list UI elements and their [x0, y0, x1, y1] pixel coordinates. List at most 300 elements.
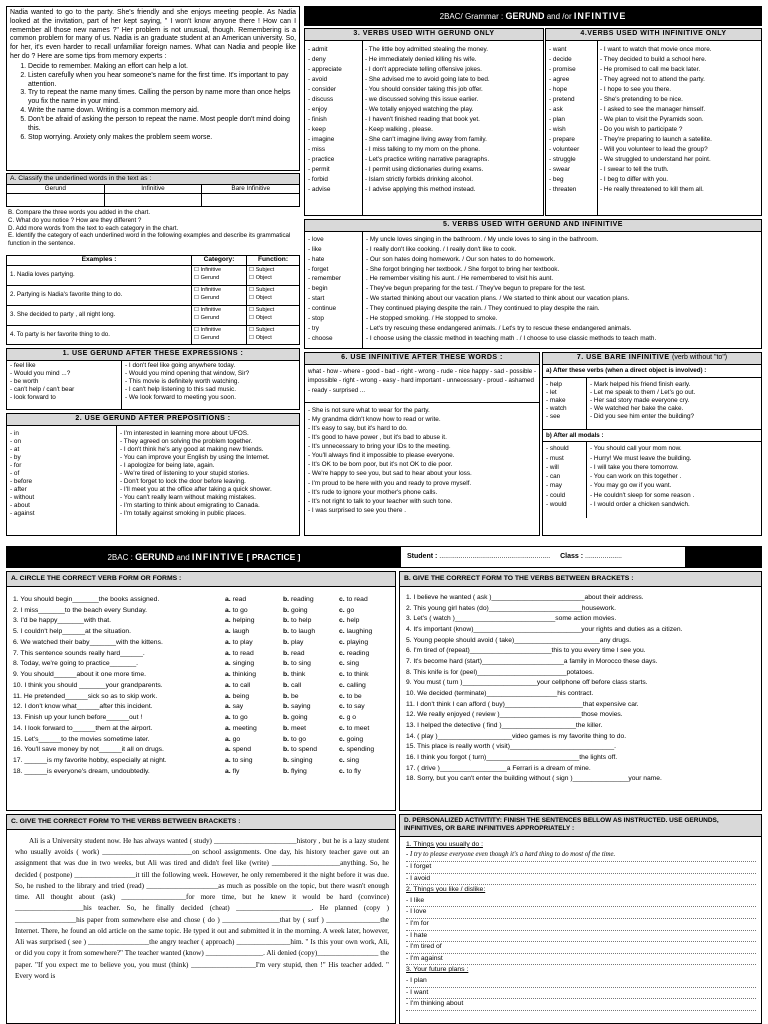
- option-text: think: [290, 671, 306, 679]
- category-option-label: Gerund: [200, 314, 220, 321]
- category-option-label: Infinitive: [200, 267, 222, 273]
- exercise-a-option-b[interactable]: b. going: [283, 606, 308, 614]
- gerund-verb-example: - He immediately denied killing his wife.: [365, 55, 477, 63]
- category-checkbox[interactable]: ☐ Gerund: [194, 334, 220, 341]
- exercise-a-option-a[interactable]: a. laugh: [225, 628, 250, 636]
- exercise-a-question: 6. We watched their baby_______with the kittens.: [13, 638, 163, 646]
- option-text: call: [290, 681, 302, 689]
- section-5-verbs: [305, 232, 363, 349]
- class-label: Class :: [560, 553, 584, 560]
- infinitive-word-example: - She is not sure what to wear for the party.: [308, 406, 430, 414]
- exercise-a-option-a[interactable]: a. spend: [225, 746, 252, 754]
- exercise-a-option-b[interactable]: b. singing: [283, 757, 313, 765]
- function-checkbox[interactable]: ☐ Subject: [249, 327, 275, 333]
- practice-header-end: [685, 547, 761, 567]
- gerund-verb-item: - discuss: [308, 95, 334, 103]
- personal-sentence[interactable]: - I want: [406, 988, 756, 1000]
- infinitive-verb-example: - I beg to differ with you.: [600, 175, 669, 183]
- gerund-verb-example: - Islam strictly forbids drinking alcohol.: [365, 175, 473, 183]
- both-verb-item: - love: [308, 235, 324, 243]
- personal-sentence[interactable]: - I try to please everyone even though it's a hard thing to do most of the time.: [406, 850, 756, 862]
- gerund-verb-example: - I miss talking to my mom on the phone.: [365, 145, 481, 153]
- option-text: meeting: [232, 724, 257, 732]
- expression-item: - Would you mind ...?: [10, 369, 71, 377]
- function-checkbox[interactable]: ☐ Subject: [249, 307, 275, 313]
- both-verb-example: - Our son hates doing homework. / Our son hates to do homework.: [366, 255, 555, 263]
- preposition-example: - They agreed on solving the problem together.: [120, 437, 253, 445]
- infinitive-word-example: - My grandma didn't know how to read or write.: [308, 415, 441, 423]
- section-7-title: [543, 353, 761, 365]
- modal-item: - must: [546, 454, 564, 462]
- exercise-a-option-a[interactable]: a. to go: [225, 606, 248, 614]
- infinitive-verb-example: - He really threatened to kill them all.: [600, 185, 704, 193]
- exercise-b-item[interactable]: 7. It's become hard (start)______________________a family in Morocco these days.: [406, 657, 658, 665]
- exercise-a-option-c[interactable]: c. going: [339, 735, 364, 743]
- option-text: sing: [346, 757, 360, 765]
- exercise-a-option-a[interactable]: a. fly: [225, 767, 240, 775]
- option-text: going: [290, 606, 308, 614]
- exercise-b-item[interactable]: 14. ( play )____________________video games is my favorite thing to do.: [406, 732, 627, 740]
- exercise-b-item[interactable]: 10. We decided (terminate)___________________his contract.: [406, 689, 594, 697]
- exercise-a-option-c[interactable]: c. to meet: [339, 724, 370, 732]
- exercise-a-option-a[interactable]: a. being: [225, 692, 250, 700]
- function-checkbox[interactable]: ☐ Subject: [249, 287, 275, 293]
- gerund-cell[interactable]: [7, 194, 105, 207]
- function-checkbox[interactable]: ☐ Subject: [249, 267, 275, 273]
- preposition-example: - I'm interested in learning more about UFOS.: [120, 429, 249, 437]
- infinitive-word-example: - We're happy to see you, but sad to hear about your loss.: [308, 470, 472, 478]
- option-text: to go: [290, 735, 307, 743]
- both-verb-item: - start: [308, 295, 325, 303]
- section-4-examples: [598, 41, 761, 216]
- tip-item: 1. Decide to remember. Making an effort can help a lot.: [28, 63, 296, 72]
- expression-item: - feel like: [10, 361, 36, 369]
- classify-title: A. Classify the underlined words in the text as :: [7, 174, 299, 185]
- exercise-b-item[interactable]: 13. I helped the detective ( find )____________________the killer.: [406, 721, 603, 729]
- exercise-a-option-c[interactable]: c. calling: [339, 681, 366, 689]
- section-5-examples: [363, 232, 761, 349]
- exercise-b-item[interactable]: 8. This knife is for (peel)________________________potatoes.: [406, 668, 595, 676]
- gerund-verb-item: - admit: [308, 45, 328, 53]
- infinitive-verb-example: - They decided to build a school here.: [600, 55, 707, 63]
- option-text: going: [346, 735, 364, 743]
- option-text: singing: [232, 660, 255, 668]
- category-checkbox[interactable]: ☐ Infinitive: [194, 307, 222, 313]
- exercise-b-item[interactable]: 2. This young girl hates (do)_________________________housework.: [406, 604, 616, 612]
- intro-panel: [6, 6, 300, 171]
- personal-group-title: 3. Your future plans :: [406, 966, 469, 974]
- exercise-a-option-b[interactable]: b. going: [283, 714, 308, 722]
- option-text: going: [290, 714, 308, 722]
- preposition-example: - I'll meet you at the office after taking a quick shower.: [120, 485, 272, 493]
- option-text: laughing: [346, 628, 373, 636]
- tip-item: 3. Try to repeat the name many times. Calling the person by name more than once helps you fix the name in your mind.: [28, 89, 296, 107]
- infinitive-cell[interactable]: [105, 194, 203, 207]
- bare-verb-item: - make: [546, 396, 566, 404]
- preposition-item: - about: [10, 501, 30, 509]
- personal-sentence[interactable]: - I'm tired of: [406, 942, 756, 954]
- infinitive-word-example: - It's rude to ignore your mother's phone calls.: [308, 488, 438, 496]
- example-sentence: 2. Partying is Nadia's favorite thing to do.: [7, 286, 192, 305]
- infinitive-word-example: - I'm proud to be here with you and ready to prove myself.: [308, 479, 472, 487]
- instructions: [8, 209, 300, 248]
- bare-b-modals: [543, 442, 587, 518]
- option-text: read: [290, 649, 305, 657]
- gerund-verb-example: - I permit using dictionaries during exams.: [365, 165, 484, 173]
- exercise-a-option-c[interactable]: c. playing: [339, 638, 369, 646]
- section-1-examples: [122, 361, 299, 410]
- exercise-a-row: [13, 659, 391, 670]
- both-verb-item: - remember: [308, 275, 342, 283]
- exercise-a-option-a[interactable]: a. to read: [225, 649, 254, 657]
- modal-item: - should: [546, 445, 569, 453]
- section-c-text: Ali is a University student now. He has always wanted ( study) _______________________history , but he is a lazy student who usually avoids ( work) _________________________on school assignments. One day, his history teacher gave out an assignment that was due in two weeks, but Ali was tired and didn't feel like (write) ___________________anything. So, he decided ( postpone) _________________it till the following week. However, he only remembered it the night before it was due. So, he rushed to the library and tried (read) ____________________as much as possible on the topic, but there wasn't enough time. All thought about (ask) __________________for more time, but he knew it would be hard (convince) ___________________his teacher. So, he finally decided (cheat) _____________________. He planned (copy ) _________________his paper from somewhere else and chose ( do ) ________________that by ( surf ) _______________the Internet. There, he found an old article on the same topic. He typed it out and submitted it in the morning. A week later, however, Ali was surprised ( see ) _________________the angry teacher ( approach) _______________him. " Is this your own work, Ali, or did you copy it from somewhere?" The teacher wanted (know) ________________. Ali denied (copy)_________________ the paper. "If you expect me to believe you, you must (think) __________________I'm very stupid, then !" His teacher added. " Every word is: [15, 837, 389, 980]
- both-verb-item: - forget: [308, 265, 329, 273]
- infinitive-word-example: - It's easy to say, but it's hard to do.: [308, 424, 408, 432]
- personal-sentence[interactable]: - I love: [406, 907, 756, 919]
- infinitive-verb-item: - beg: [549, 175, 564, 183]
- option-text: to sing: [232, 757, 253, 765]
- exercise-b-item[interactable]: 17. ( drive )__________________a Ferrari is a dream of mine.: [406, 764, 591, 772]
- modal-example: - Hurry! We must leave the building.: [590, 454, 692, 462]
- exercise-a-option-b[interactable]: b. play: [283, 638, 304, 646]
- gerund-verb-example: - I advise applying this method instead.: [365, 185, 476, 193]
- exercise-b-item[interactable]: 5. Young people should avoid ( take)_______________________any drugs.: [406, 636, 631, 644]
- section-1-title: 1. USE GERUND AFTER THESE EXPRESSIONS :: [7, 349, 299, 361]
- gerund-verb-example: - Let's practice writing narrative paragraphs.: [365, 155, 490, 163]
- function-checkbox[interactable]: ☐ Object: [249, 334, 272, 341]
- exercise-a-option-a[interactable]: a. thinking: [225, 671, 256, 679]
- bare-verb-example: - Let me speak to them / Let's go out.: [590, 388, 696, 396]
- practice-infinitive: INFINTIVE: [191, 552, 245, 562]
- exercise-b-item[interactable]: 15. This place is really worth ( visit)____________________________.: [406, 743, 616, 751]
- category-checkbox[interactable]: ☐ Gerund: [194, 314, 220, 321]
- gerund-verb-example: - We totally enjoyed watching the play.: [365, 105, 474, 113]
- exercise-b-item[interactable]: 3. Let's ( watch )___________________________some action movies.: [406, 615, 617, 623]
- exercise-a-row: [13, 681, 391, 692]
- both-verb-item: - like: [308, 245, 322, 253]
- section-6-title: 6. USE INFINITIVE AFTER THESE WORDS :: [305, 353, 539, 365]
- exercise-a-option-c[interactable]: c. to think: [339, 671, 369, 679]
- exercise-b-item[interactable]: 12. We really enjoyed ( review )______________________those movies.: [406, 711, 623, 719]
- gerund-verb-example: - She advised me to avoid going late to bed.: [365, 75, 490, 83]
- exercise-a-question: 10. I think you should _______your grandparents.: [13, 681, 163, 689]
- gerund-verb-item: - keep: [308, 125, 326, 133]
- personal-sentence[interactable]: - I hate: [406, 931, 756, 943]
- infinitive-verb-item: - pretend: [549, 95, 575, 103]
- both-verb-item: - stop: [308, 315, 324, 323]
- bare-verb-example: - Her sad story made everyone cry.: [590, 396, 690, 404]
- exercise-a-question: 12. I don't know what______after this incident.: [13, 703, 153, 711]
- option-text: to sing: [290, 660, 311, 668]
- option-text: to help: [290, 617, 312, 625]
- col-gerund: Gerund: [7, 185, 105, 193]
- gerund-verb-example: - The little boy admitted stealing the money.: [365, 45, 489, 53]
- exercise-a-option-b[interactable]: b. be: [283, 692, 299, 700]
- exercise-a-option-b[interactable]: b. saying: [283, 703, 311, 711]
- gerund-verb-item: - practice: [308, 155, 335, 163]
- preposition-example: - You can improve your English by using the Internet.: [120, 453, 270, 461]
- expression-example: - We look forward to meeting you soon.: [125, 393, 237, 401]
- example-row: [7, 286, 299, 306]
- function-checkbox[interactable]: ☐ Object: [249, 274, 272, 281]
- option-text: be: [290, 692, 299, 700]
- category-option-label: Gerund: [200, 294, 220, 301]
- section-5: [304, 219, 762, 349]
- option-text: singing: [290, 757, 313, 765]
- instr-e: E. Identify the category of each underlined word in the following examples and describe its grammatical function in the sentence.: [8, 232, 291, 247]
- option-text: to spend: [290, 746, 318, 754]
- exercise-a-option-a[interactable]: a. to go: [225, 714, 248, 722]
- exercise-a-option-b[interactable]: b. to spend: [283, 746, 318, 754]
- preposition-item: - without: [10, 493, 35, 501]
- modal-example: - I will take you there tomorrow.: [590, 463, 679, 471]
- infinitive-verb-example: - I hope to see you there.: [600, 85, 672, 93]
- both-verb-item: - try: [308, 325, 320, 333]
- exercise-a-option-b[interactable]: b. think: [283, 671, 306, 679]
- function-option-label: Object: [255, 314, 272, 321]
- exercise-a-question: 7. This sentence sounds really hard______.: [13, 649, 145, 657]
- category-head: Category:: [192, 256, 247, 265]
- preposition-example: - I'm starting to think about emigrating to Canada.: [120, 501, 260, 509]
- example-sentence: 4. To party is her favorite thing to do.: [7, 326, 192, 345]
- exercise-a-option-a[interactable]: a. helping: [225, 617, 255, 625]
- modal-example: - You should call your mom now.: [590, 445, 682, 453]
- infinitive-verb-example: - Do you wish to participate ?: [600, 125, 683, 133]
- exercise-a-option-b[interactable]: b. flying: [283, 767, 307, 775]
- option-text: to go: [232, 714, 248, 722]
- exercise-a-row: [13, 649, 391, 660]
- both-verb-example: - She forgot bringing her textbook. / She forgot to bring her textbook.: [366, 265, 560, 273]
- category-checkbox[interactable]: ☐ Gerund: [194, 294, 220, 301]
- gerund-verb-item: - deny: [308, 55, 326, 63]
- exercise-a-option-a[interactable]: a. singing: [225, 660, 255, 668]
- exercise-b-item[interactable]: 16. I think you forgot ( turn)_________________________the lights off.: [406, 753, 618, 761]
- modal-item: - can: [546, 473, 561, 481]
- option-text: go: [232, 735, 241, 743]
- gerund-verb-item: - avoid: [308, 75, 328, 83]
- tip-item: 5. Don't be afraid of asking the person to repeat the name. Most people don't mind doing this.: [28, 116, 296, 134]
- exercise-a-option-c[interactable]: c. to read: [339, 596, 368, 603]
- option-text: say: [232, 703, 244, 711]
- option-text: flying: [290, 767, 307, 775]
- bare-verb-example: - Mark helped his friend finish early.: [590, 380, 691, 388]
- example-row: [7, 266, 299, 286]
- exercise-b-item[interactable]: 9. You must ( turn )____________________your cellphone off before class starts.: [406, 679, 648, 687]
- option-text: to go: [232, 606, 248, 614]
- exercise-b-item[interactable]: 11. I don't think I can afford ( buy)_____________________that expensive car.: [406, 700, 639, 708]
- tip-item: 4. Write the name down. Writing is a common memory aid.: [28, 107, 296, 116]
- option-text: being: [232, 692, 250, 700]
- exercise-a-option-c[interactable]: c. sing: [339, 757, 360, 765]
- category-options: [192, 306, 247, 325]
- gerund-verb-item: - forbid: [308, 175, 328, 183]
- category-option-label: Gerund: [200, 334, 220, 341]
- section-4-verbs: [546, 41, 598, 216]
- intro-text: Nadia wanted to go to the party. She's friendly and she enjoys meeting people. As Nadia looked at the invitation, part of her kept saying, " I won't know anyone there ! How can I remember all those new names ?" Her problem is not unusual, though. Remembering is a common problem for many of us. Nadia is an graduate student at an American university. So, for her, it's even harder to recall unfamiliar foreign names. What can Nadia and people like her do ? Here are some tips from memory experts :: [10, 9, 296, 61]
- preposition-example: - I don't think he's any good at making new friends.: [120, 445, 264, 453]
- category-options: [192, 326, 247, 345]
- exercise-a-option-b[interactable]: b. to sing: [283, 660, 311, 668]
- option-text: calling: [346, 681, 366, 689]
- both-verb-item: - choose: [308, 334, 333, 342]
- exercise-a-question: 5. I couldn't help______at the situation.: [13, 628, 132, 636]
- category-checkbox[interactable]: ☐ Infinitive: [194, 327, 222, 333]
- preposition-item: - by: [10, 453, 21, 461]
- category-options: [192, 286, 247, 305]
- gerund-verb-example: - I haven't finished reading that book yet.: [365, 115, 480, 123]
- exercise-b-item[interactable]: 1. I believe he wanted ( ask )_________________________about their address.: [406, 594, 644, 601]
- category-options: [192, 266, 247, 285]
- modal-item: - will: [546, 463, 559, 471]
- example-row: [7, 306, 299, 326]
- infinitive-verb-item: - hope: [549, 85, 568, 93]
- section-1: [6, 348, 300, 410]
- exercise-a-option-a[interactable]: a. read: [225, 596, 247, 603]
- gerund-verb-item: - permit: [308, 165, 330, 173]
- exercise-a-row: [13, 692, 391, 703]
- bare-verb-example: - Did you see him enter the building?: [590, 412, 695, 420]
- exercise-a-option-c[interactable]: c. reading: [339, 649, 370, 657]
- exercise-a-option-a[interactable]: a. go: [225, 735, 241, 743]
- exercise-a-option-c[interactable]: c. g o: [339, 714, 357, 722]
- exercise-a-option-b[interactable]: b. meet: [283, 724, 307, 732]
- personal-sentence[interactable]: - I forget: [406, 862, 756, 874]
- exercise-a-option-a[interactable]: a. to sing: [225, 757, 253, 765]
- exercise-b-item[interactable]: 6. I'm tired of (repeat)______________________this to you every time I see you.: [406, 647, 646, 655]
- student-field[interactable]: Student : ......................................................... Class : ...................: [407, 553, 622, 560]
- gerund-verb-item: - miss: [308, 145, 326, 153]
- category-checkbox[interactable]: ☐ Infinitive: [194, 267, 222, 273]
- option-text: to laugh: [290, 628, 316, 636]
- instr-c: C. What do you notice ? How are they different ?: [8, 216, 142, 224]
- section-b: [399, 571, 762, 811]
- modal-example: - I would order a chicken sandwich.: [590, 500, 690, 508]
- col-infinitive: Infinitive: [105, 185, 203, 193]
- exercise-a-option-c[interactable]: c. to fly: [339, 767, 361, 775]
- classify-table: [6, 173, 300, 207]
- exercise-a-question: 1. You should begin_______the books assigned.: [13, 596, 160, 603]
- exercise-a-option-c[interactable]: c. to be: [339, 692, 362, 700]
- exercise-a-option-b[interactable]: b. read: [283, 649, 305, 657]
- infinitive-verb-example: - I want to watch that movie once more.: [600, 45, 712, 53]
- gerund-verb-item: - imagine: [308, 135, 335, 143]
- exercise-a-option-b[interactable]: b. to laugh: [283, 628, 316, 636]
- infinitive-verb-item: - decide: [549, 55, 572, 63]
- exercise-a-option-a[interactable]: a. to play: [225, 638, 253, 646]
- infinitive-verb-item: - wish: [549, 125, 566, 133]
- both-verb-example: - They continued playing despite the rain. / They continued to play despite the rain.: [366, 305, 600, 313]
- preposition-item: - at: [10, 445, 20, 453]
- modal-example: - You may go ow if you want.: [590, 482, 672, 490]
- section-2-prepositions: [7, 426, 117, 536]
- header-label: 2BAC/ Grammar :: [439, 12, 504, 21]
- function-checkbox[interactable]: ☐ Object: [249, 294, 272, 301]
- exercise-a-option-a[interactable]: a. meeting: [225, 724, 257, 732]
- option-text: g o: [346, 714, 357, 722]
- function-option-label: Subject: [255, 287, 275, 293]
- bare-verb-item: - help: [546, 380, 562, 388]
- bare-verb-item: - let: [546, 388, 557, 396]
- option-text: to read: [232, 649, 254, 657]
- practice-tag: [ PRACTICE ]: [246, 552, 301, 562]
- exercise-a-option-c[interactable]: c. spending: [339, 746, 375, 754]
- gerund-verb-item: - advise: [308, 185, 331, 193]
- personal-sentence[interactable]: - I like: [406, 896, 756, 908]
- personal-group-title: 1. Things you usually do :: [406, 840, 483, 848]
- both-verb-example: - I choose using the classic method in teaching math . / I choose to use classic methods to teach math.: [366, 334, 657, 342]
- category-checkbox[interactable]: ☐ Infinitive: [194, 287, 222, 293]
- exercise-a-row: [13, 670, 391, 681]
- exercise-a-row: [13, 627, 391, 638]
- exercise-a-option-c[interactable]: c. sing: [339, 660, 360, 668]
- section-d-items: [400, 837, 761, 1011]
- bare-verb-item: - watch: [546, 404, 567, 412]
- expression-item: - can't help / can't bear: [10, 385, 75, 393]
- function-options: [247, 326, 299, 345]
- exercise-b-item[interactable]: 4. It's important (know)_____________________________your rights and duties as a citizen.: [406, 625, 683, 633]
- exercise-a-row: [13, 767, 391, 778]
- infinitive-word-example: - It's not right to talk to your teacher with such tone.: [308, 497, 453, 505]
- personal-sentence[interactable]: - I'm against: [406, 954, 756, 966]
- section-2-examples: [117, 426, 299, 536]
- infinitive-verb-item: - volunteer: [549, 145, 580, 153]
- grammar-header: [304, 6, 762, 26]
- personal-sentence[interactable]: - I'm thinking about: [406, 999, 756, 1011]
- practice-label: 2BAC :: [107, 553, 133, 562]
- infinitive-word-example: - It's unnecessary to bring your IDs to the meeting.: [308, 443, 451, 451]
- option-text: saying: [290, 703, 311, 711]
- exercise-a-option-c[interactable]: c. to say: [339, 703, 365, 711]
- personal-sentence[interactable]: - I'm for: [406, 919, 756, 931]
- exercise-a-option-b[interactable]: b. to help: [283, 617, 312, 625]
- bare-infinitive-cell[interactable]: [202, 194, 299, 207]
- function-options: [247, 286, 299, 305]
- exercise-a-option-c[interactable]: c. go: [339, 606, 355, 614]
- function-option-label: Object: [255, 334, 272, 341]
- personal-sentence[interactable]: - I avoid: [406, 874, 756, 886]
- bare-a-verbs: [543, 378, 587, 429]
- header-gerund: GERUND: [505, 11, 545, 21]
- personal-sentence[interactable]: - I plan: [406, 976, 756, 988]
- category-checkbox[interactable]: ☐ Gerund: [194, 274, 220, 281]
- section-6-examples: [305, 403, 539, 518]
- expression-example: - Would you mind opening that window, Sir?: [125, 369, 250, 377]
- exercise-a-option-b[interactable]: b. to go: [283, 735, 307, 743]
- exercise-a-option-c[interactable]: c. laughing: [339, 628, 373, 636]
- exercise-b-item[interactable]: 18. Sorry, but you can't enter the building without ( sign )_______________your name.: [406, 775, 662, 783]
- exercise-a-option-b[interactable]: b. call: [283, 681, 302, 689]
- exercise-a-option-c[interactable]: c. help: [339, 617, 360, 625]
- both-verb-example: - We started thinking about our vacation plans. / We started to think about our vacation plans.: [366, 295, 630, 303]
- function-checkbox[interactable]: ☐ Object: [249, 314, 272, 321]
- bare-verb-item: - see: [546, 412, 561, 420]
- exercise-a-option-a[interactable]: a. say: [225, 703, 244, 711]
- preposition-example: - We're tired of listening to your stupid stories.: [120, 469, 250, 477]
- exercise-a-option-b[interactable]: b. reading: [283, 596, 314, 603]
- exercise-a-question: 14. I look forward to______them at the airport.: [13, 724, 153, 732]
- section-7: [542, 352, 762, 536]
- infinitive-verb-item: - promise: [549, 65, 576, 73]
- infinitive-verb-example: - They're preparing to launch a satellite.: [600, 135, 712, 143]
- option-text: helping: [232, 617, 255, 625]
- exercise-a-option-a[interactable]: a. to call: [225, 681, 251, 689]
- option-text: fly: [232, 767, 240, 775]
- example-rows: [7, 266, 299, 345]
- infinitive-word-example: - It's good to have power , but it's bad to abuse it.: [308, 434, 447, 442]
- modal-example: - He couldn't sleep for some reason .: [590, 491, 695, 499]
- exercise-a-row: [13, 756, 391, 767]
